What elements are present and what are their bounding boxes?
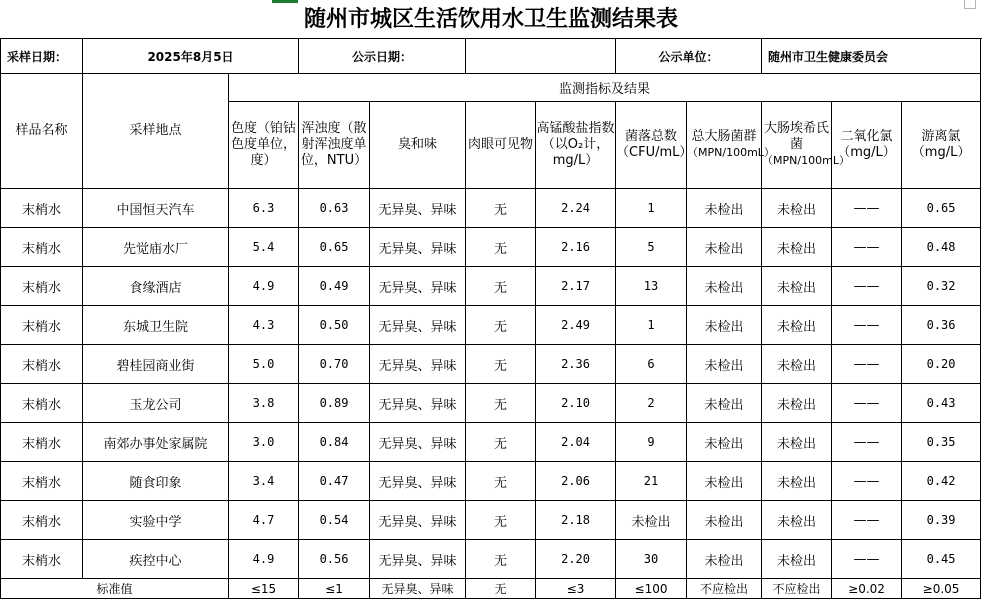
table-cell: 6.3 xyxy=(229,189,299,228)
ecoli-name: 大肠埃希氏菌 xyxy=(764,121,830,152)
table-cell: 5 xyxy=(616,228,687,267)
table-cell: 未检出 xyxy=(687,462,762,501)
table-cell: 未检出 xyxy=(762,228,832,267)
table-cell: 末梢水 xyxy=(1,540,83,579)
standard-label: 标准值 xyxy=(1,579,229,599)
table-cell: 未检出 xyxy=(687,189,762,228)
table-cell: 30 xyxy=(616,540,687,579)
table-cell: 0.49 xyxy=(299,267,370,306)
table-cell: 末梢水 xyxy=(1,228,83,267)
coliform-unit: （MPN/100mL） xyxy=(687,146,775,159)
table-cell: 无异臭、异味 xyxy=(370,228,466,267)
standard-cell: 不应检出 xyxy=(762,579,832,599)
table-cell: 未检出 xyxy=(762,306,832,345)
table-cell: 末梢水 xyxy=(1,384,83,423)
table-cell: 未检出 xyxy=(762,345,832,384)
table-cell: 0.65 xyxy=(299,228,370,267)
table-cell: 未检出 xyxy=(687,501,762,540)
table-cell: 末梢水 xyxy=(1,267,83,306)
col-chlorine-dioxide: 二氧化氯（mg/L） xyxy=(832,102,902,189)
table-cell: 0.45 xyxy=(902,540,981,579)
table-cell: 中国恒天汽车 xyxy=(83,189,229,228)
standard-cell: ≤1 xyxy=(299,579,370,599)
table-cell: —— xyxy=(832,267,902,306)
standard-cell: 不应检出 xyxy=(687,579,762,599)
table-cell: 未检出 xyxy=(762,423,832,462)
table-row xyxy=(1,423,981,462)
table-row xyxy=(1,540,981,579)
table-cell: 2.24 xyxy=(536,189,616,228)
col-location: 采样地点 xyxy=(83,74,229,189)
col-turbidity: 浑浊度（散射浑浊度单位，NTU） xyxy=(299,102,370,189)
table-cell: 未检出 xyxy=(762,189,832,228)
publish-unit-label: 公示单位： xyxy=(616,39,762,74)
table-cell: 1 xyxy=(616,306,687,345)
standard-cell: 无异臭、异味 xyxy=(370,579,466,599)
table-cell: 无 xyxy=(466,540,536,579)
coliform-name: 总大肠菌群 xyxy=(691,129,757,144)
table-cell: 随食印象 xyxy=(83,462,229,501)
table-cell: 无 xyxy=(466,267,536,306)
table-cell: 0.32 xyxy=(902,267,981,306)
table-cell: 未检出 xyxy=(687,345,762,384)
table-cell: 疾控中心 xyxy=(83,540,229,579)
table-cell: 无 xyxy=(466,423,536,462)
col-visible: 肉眼可见物 xyxy=(466,102,536,189)
table-cell: 2.49 xyxy=(536,306,616,345)
table-cell: 无 xyxy=(466,462,536,501)
table-cell: 东城卫生院 xyxy=(83,306,229,345)
group-header: 监测指标及结果 xyxy=(229,74,981,102)
table-cell: 无 xyxy=(466,306,536,345)
col-permanganate: 高锰酸盐指数（以O₂计，mg/L） xyxy=(536,102,616,189)
table-cell: 无异臭、异味 xyxy=(370,306,466,345)
table-cell: 无 xyxy=(466,228,536,267)
table-cell: 0.63 xyxy=(299,189,370,228)
table-row xyxy=(1,345,981,384)
table-cell: 未检出 xyxy=(762,540,832,579)
table-cell: 末梢水 xyxy=(1,462,83,501)
table-cell: 3.0 xyxy=(229,423,299,462)
table-cell: 0.20 xyxy=(902,345,981,384)
table-cell: 未检出 xyxy=(687,540,762,579)
table-cell: 无 xyxy=(466,384,536,423)
table-row xyxy=(1,306,981,345)
table-cell: 4.9 xyxy=(229,267,299,306)
table-cell: 2.16 xyxy=(536,228,616,267)
table-cell: 玉龙公司 xyxy=(83,384,229,423)
table-cell: 0.43 xyxy=(902,384,981,423)
table-cell: 未检出 xyxy=(616,501,687,540)
table-cell: 末梢水 xyxy=(1,501,83,540)
table-cell: 0.70 xyxy=(299,345,370,384)
table-cell: 末梢水 xyxy=(1,189,83,228)
table-cell: —— xyxy=(832,462,902,501)
publish-date-label: 公示日期： xyxy=(299,39,466,74)
table-cell: —— xyxy=(832,306,902,345)
table-cell: 0.36 xyxy=(902,306,981,345)
table-cell: 无异臭、异味 xyxy=(370,540,466,579)
standard-cell: ≤100 xyxy=(616,579,687,599)
standard-cell: ≤3 xyxy=(536,579,616,599)
table-cell: 无 xyxy=(466,501,536,540)
table-cell: 6 xyxy=(616,345,687,384)
table-cell: 0.84 xyxy=(299,423,370,462)
table-cell: 4.3 xyxy=(229,306,299,345)
table-cell: 2 xyxy=(616,384,687,423)
table-cell: 4.7 xyxy=(229,501,299,540)
col-color: 色度（铂钴色度单位，度） xyxy=(229,102,299,189)
page-title: 随州市城区生活饮用水卫生监测结果表 xyxy=(0,0,982,39)
sample-date-label: 采样日期： xyxy=(1,39,83,74)
ecoli-unit: （MPN/100mL） xyxy=(762,154,850,167)
table-cell: 南郊办事处家属院 xyxy=(83,423,229,462)
sample-date-value: 2025年8月5日 xyxy=(83,39,299,74)
table-row xyxy=(1,189,981,228)
table-cell: 未检出 xyxy=(762,384,832,423)
table-cell: —— xyxy=(832,345,902,384)
table-cell: 未检出 xyxy=(762,462,832,501)
table-cell: 碧桂园商业街 xyxy=(83,345,229,384)
table-cell: 4.9 xyxy=(229,540,299,579)
table-cell: 无异臭、异味 xyxy=(370,423,466,462)
table-row xyxy=(1,267,981,306)
standard-cell: 无 xyxy=(466,579,536,599)
table-cell: —— xyxy=(832,228,902,267)
table-cell: 末梢水 xyxy=(1,345,83,384)
standard-cell: ≥0.05 xyxy=(902,579,981,599)
table-cell: 0.65 xyxy=(902,189,981,228)
col-odor: 臭和味 xyxy=(370,102,466,189)
col-coliform xyxy=(687,102,775,189)
group-header-row xyxy=(1,74,981,102)
table-cell: —— xyxy=(832,540,902,579)
table-cell: 0.47 xyxy=(299,462,370,501)
table-cell: 实验中学 xyxy=(83,501,229,540)
table-cell: 无异臭、异味 xyxy=(370,189,466,228)
results-table xyxy=(0,38,981,599)
table-cell: 未检出 xyxy=(687,306,762,345)
table-cell: 无异臭、异味 xyxy=(370,462,466,501)
table-cell: 3.8 xyxy=(229,384,299,423)
table-cell: 9 xyxy=(616,423,687,462)
table-cell: 未检出 xyxy=(687,384,762,423)
table-cell: 0.42 xyxy=(902,462,981,501)
table-cell: 21 xyxy=(616,462,687,501)
table-cell: 0.35 xyxy=(902,423,981,462)
table-cell: 2.20 xyxy=(536,540,616,579)
table-cell: 未检出 xyxy=(687,423,762,462)
meta-row xyxy=(1,39,981,74)
table-cell: 先觉庙水厂 xyxy=(83,228,229,267)
table-cell: 0.48 xyxy=(902,228,981,267)
table-cell: 0.89 xyxy=(299,384,370,423)
table-cell: 2.10 xyxy=(536,384,616,423)
table-cell: 0.54 xyxy=(299,501,370,540)
table-cell: 2.18 xyxy=(536,501,616,540)
table-cell: 无 xyxy=(466,189,536,228)
table-cell: 5.4 xyxy=(229,228,299,267)
table-cell: 2.17 xyxy=(536,267,616,306)
table-cell: 未检出 xyxy=(762,267,832,306)
table-row xyxy=(1,462,981,501)
table-row xyxy=(1,501,981,540)
table-cell: 无异臭、异味 xyxy=(370,345,466,384)
table-cell: 未检出 xyxy=(687,267,762,306)
table-cell: 无 xyxy=(466,345,536,384)
standard-cell: ≥0.02 xyxy=(832,579,902,599)
table-cell: —— xyxy=(832,384,902,423)
table-cell: 未检出 xyxy=(687,228,762,267)
table-row xyxy=(1,384,981,423)
table-cell: 末梢水 xyxy=(1,423,83,462)
table-cell: 1 xyxy=(616,189,687,228)
table-cell: 2.04 xyxy=(536,423,616,462)
publish-date-value xyxy=(466,39,616,74)
table-body xyxy=(1,189,981,579)
table-cell: —— xyxy=(832,423,902,462)
publish-unit-value: 随州市卫生健康委员会 xyxy=(762,39,981,74)
col-free-chlorine: 游离氯（mg/L） xyxy=(902,102,981,189)
standard-cell: ≤15 xyxy=(229,579,299,599)
table-cell: 0.56 xyxy=(299,540,370,579)
table-cell: —— xyxy=(832,189,902,228)
col-ecoli xyxy=(762,102,850,189)
col-sample-name: 样品名称 xyxy=(1,74,83,189)
standard-row xyxy=(1,579,981,599)
table-cell: 未检出 xyxy=(762,501,832,540)
table-cell: 5.0 xyxy=(229,345,299,384)
table-cell: 无异臭、异味 xyxy=(370,384,466,423)
table-cell: 0.39 xyxy=(902,501,981,540)
table-row xyxy=(1,228,981,267)
table-cell: —— xyxy=(832,501,902,540)
table-cell: 2.36 xyxy=(536,345,616,384)
table-cell: 食缘酒店 xyxy=(83,267,229,306)
table-cell: 末梢水 xyxy=(1,306,83,345)
table-cell: 无异臭、异味 xyxy=(370,267,466,306)
table-cell: 13 xyxy=(616,267,687,306)
table-cell: 无异臭、异味 xyxy=(370,501,466,540)
table-cell: 2.06 xyxy=(536,462,616,501)
col-colonies: 菌落总数（CFU/mL） xyxy=(616,102,687,189)
table-cell: 0.50 xyxy=(299,306,370,345)
table-cell: 3.4 xyxy=(229,462,299,501)
